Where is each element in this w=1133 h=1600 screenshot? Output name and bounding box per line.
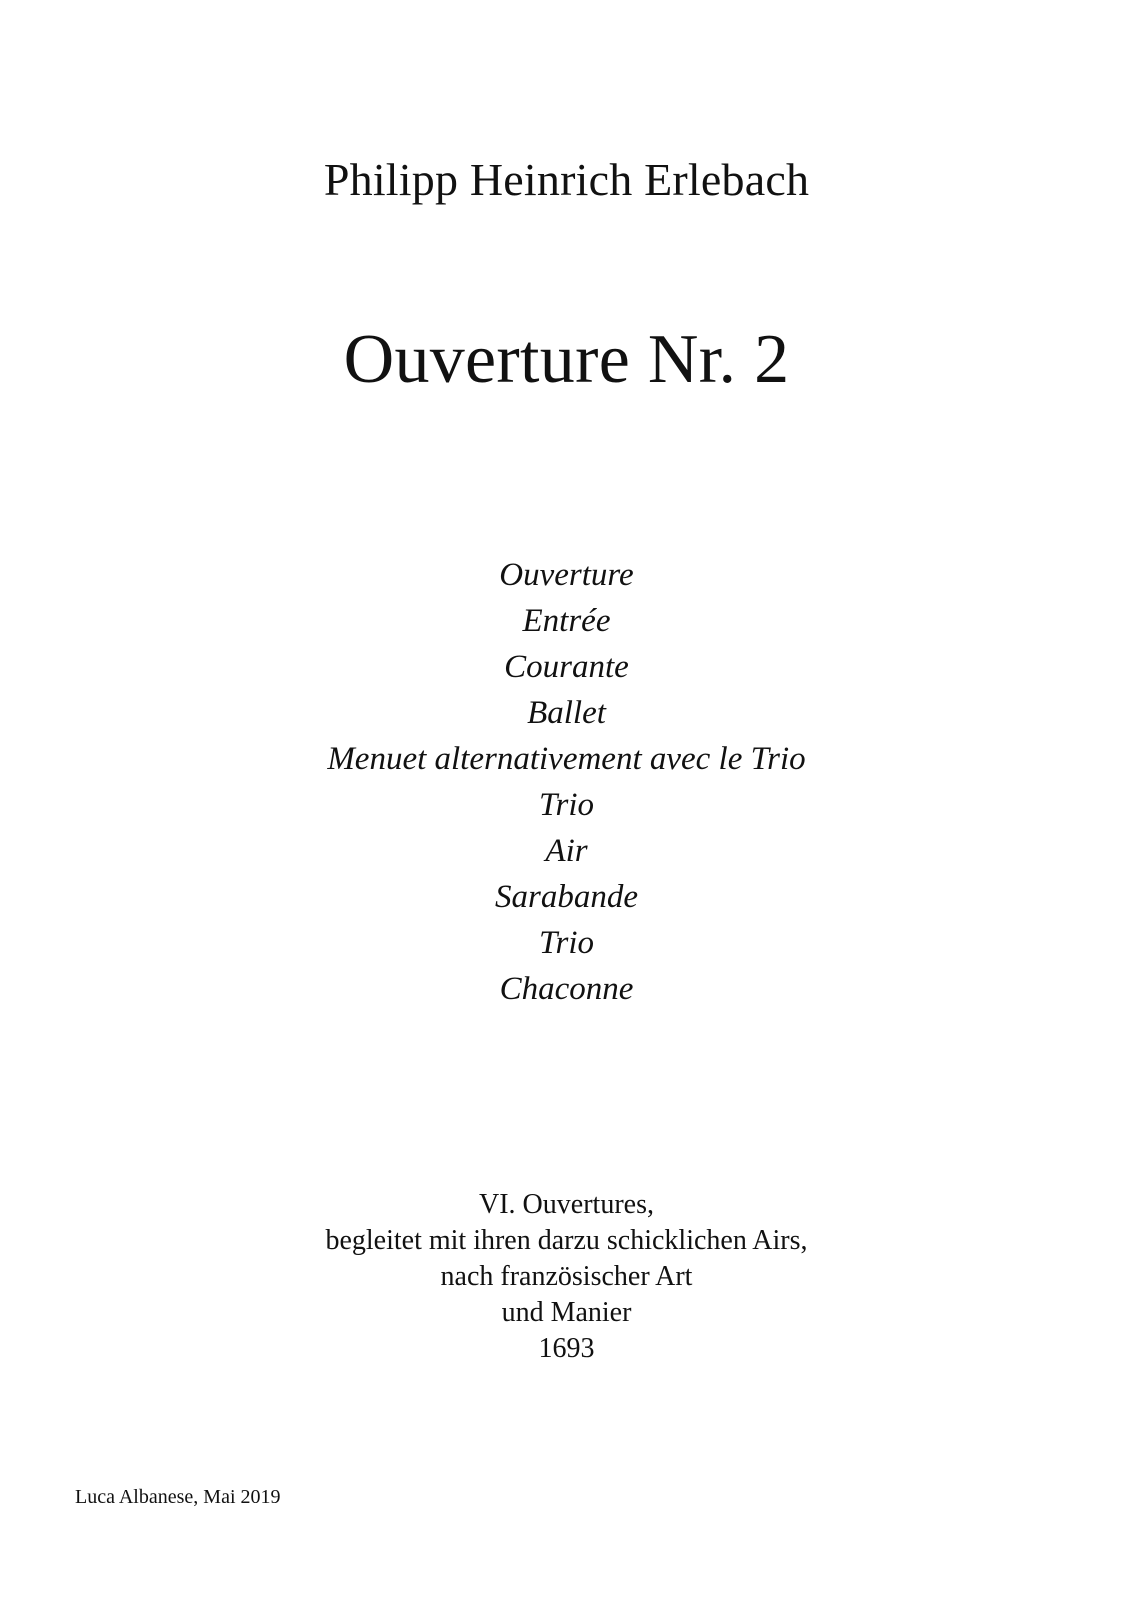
- movement-item: Air: [545, 833, 588, 869]
- editor-credit: Luca Albanese, Mai 2019: [75, 1486, 281, 1508]
- source-line: VI. Ouvertures,: [479, 1189, 654, 1220]
- source-description: [0, 1187, 1133, 1367]
- movement-item: Ouverture: [499, 557, 634, 593]
- work-title: Ouverture Nr. 2: [343, 321, 790, 398]
- movement-item: Menuet alternativement avec le Trio: [327, 741, 806, 777]
- movement-item: Ballet: [527, 695, 606, 731]
- composer-name: Philipp Heinrich Erlebach: [323, 154, 810, 205]
- source-year: 1693: [538, 1333, 595, 1364]
- movement-item: Chaconne: [499, 971, 634, 1007]
- source-line: nach französischer Art: [440, 1261, 693, 1292]
- movement-item: Entrée: [522, 603, 611, 639]
- movement-item: Courante: [504, 649, 629, 685]
- source-line: begleitet mit ihren darzu schicklichen Airs,: [325, 1225, 808, 1256]
- movement-item: Trio: [538, 787, 595, 823]
- movement-list: [0, 552, 1133, 1012]
- movement-item: Sarabande: [495, 879, 638, 915]
- source-line: und Manier: [501, 1297, 632, 1328]
- movement-item: Trio: [538, 925, 595, 961]
